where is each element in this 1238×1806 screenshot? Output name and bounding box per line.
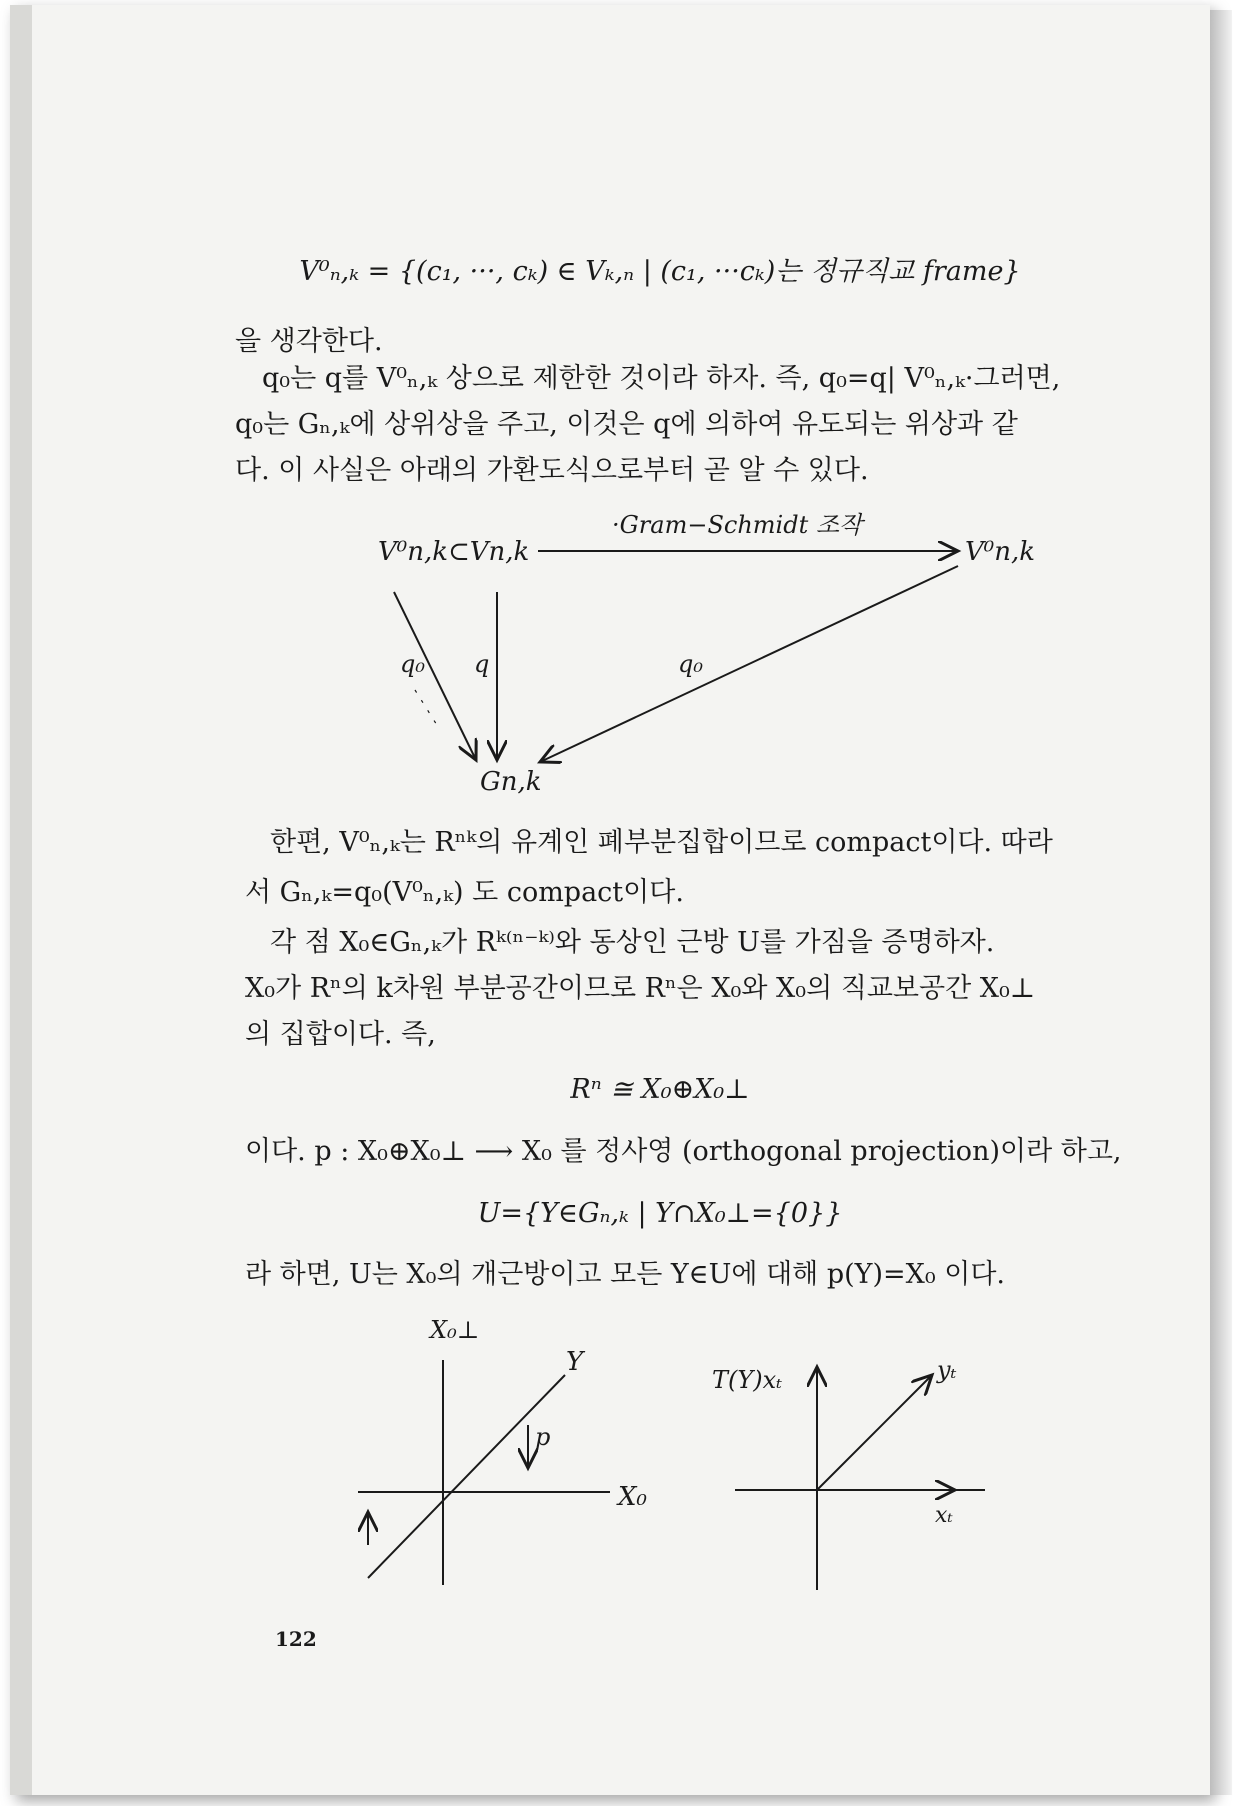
tangent-line-label: yₜ <box>937 1356 957 1384</box>
paragraph-6: 라 하면, U는 X₀의 개근방이고 모든 Y∈U에 대해 p(Y)=X₀ 이다. <box>245 1259 1006 1290</box>
paragraph-3-line-2: 서 Gₙ,ₖ=q₀(V⁰ₙ,ₖ) 도 compact이다. <box>245 877 684 908</box>
vertical-axis-label: X₀⊥ <box>430 1316 480 1344</box>
paragraph-5: 이다. p : X₀⊕X₀⊥ ⟶ X₀ 를 정사영 (orthogonal projection)이라 하고, <box>245 1136 1122 1167</box>
paragraph-4-line-2: X₀가 Rⁿ의 k차원 부분공간이므로 Rⁿ은 X₀와 X₀의 직교보공간 X₀⊥ <box>245 973 1036 1004</box>
right-diagonal-label: q₀ <box>678 650 703 678</box>
paragraph-2-line-1: q₀는 q를 V⁰ₙ,ₖ 상으로 제한한 것이라 하자. 즉, q₀=q| V⁰ₙ,ₖ·그러면, <box>262 363 1061 394</box>
tangent-vertical-axis-label: T(Y)xₜ <box>712 1366 783 1394</box>
diagram-bottom-label: Gn,k <box>480 767 542 797</box>
page-number: 122 <box>275 1627 317 1651</box>
paragraph-4-line-1: 각 점 X₀∈Gₙ,ₖ가 Rᵏ⁽ⁿ⁻ᵏ⁾와 동상인 근방 U를 가짐을 증명하자. <box>270 927 995 958</box>
equation-u-definition: U={Y∈Gₙ,ₖ | Y∩X₀⊥={0}} <box>477 1198 843 1229</box>
paragraph-3-line-1: 한편, V⁰ₙ,ₖ는 Rⁿᵏ의 유계인 폐부분집합이므로 compact이다. 따라 <box>270 827 1053 858</box>
horizontal-axis-label: X₀ <box>618 1482 647 1512</box>
diagram-top-arrow-label: ·Gram−Schmidt 조작 <box>612 511 863 539</box>
left-diagonal-label: q₀ <box>400 650 425 678</box>
tangent-line-y <box>817 1375 932 1490</box>
subspace-line-label: Y <box>566 1347 584 1377</box>
paragraph-2-line-2: q₀는 Gₙ,ₖ에 상위상을 주고, 이것은 q에 의하여 유도되는 위상과 같 <box>235 409 1018 440</box>
paragraph-4-line-3: 의 집합이다. 즉, <box>245 1019 436 1050</box>
diagram-top-right-label: V⁰n,k <box>965 537 1035 567</box>
tangent-horizontal-axis-label: xₜ <box>935 1503 953 1528</box>
equation-v0-definition: V⁰ₙ,ₖ = {(c₁, ···, cₖ) ∈ Vₖ,ₙ | (c₁, ···cₖ)는 정규직교 frame} <box>299 256 1021 287</box>
paragraph-1: 을 생각한다. <box>235 326 383 357</box>
diagram-top-left-label: V⁰n,k⊂Vn,k <box>378 537 530 567</box>
vertical-arrow-label: q <box>474 650 490 678</box>
projection-label: p <box>535 1423 551 1451</box>
equation-rn-decomposition: Rⁿ ≅ X₀⊕X₀⊥ <box>570 1074 750 1105</box>
paragraph-2-line-3: 다. 이 사실은 아래의 가환도식으로부터 곧 알 수 있다. <box>235 455 869 486</box>
